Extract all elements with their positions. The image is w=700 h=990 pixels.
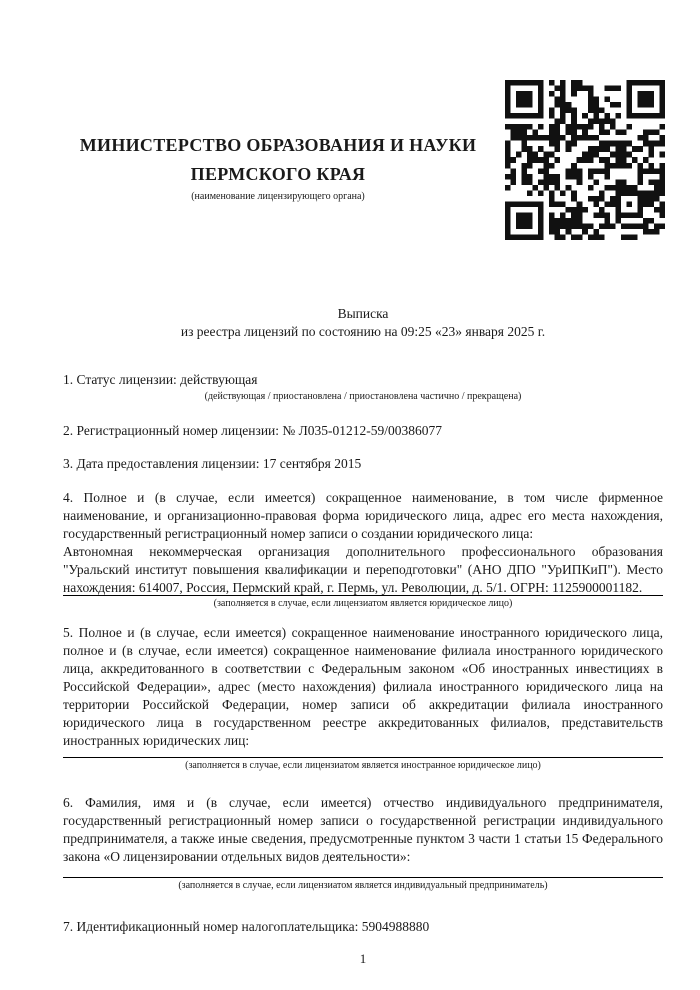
item-legal-entity [63, 489, 663, 610]
item-caption: (заполняется в случае, если лицензиатом является юридическое лицо) [213, 598, 513, 609]
page-number: 1 [359, 951, 367, 966]
title-line2: из реестра лицензий по состоянию на 09:25 «23» января 2025 г. [180, 324, 546, 339]
item-foreign-entity [63, 624, 663, 772]
item-text: 4. Полное и (в случае, если имеется) сокращенное наименование, в том числе фирменное наименование, и организационно-правовая форма юридического лица, адрес его места нахождения, государственный регистрационный номер записи о создании юридического лица: [63, 490, 663, 541]
item-caption: (заполняется в случае, если лицензиатом является иностранное юридическое лицо) [185, 760, 541, 771]
item-individual-entrepreneur [63, 794, 663, 892]
document-title [63, 305, 663, 341]
item-text: 5. Полное и (в случае, если имеется) сокращенное наименование иностранного юридического лица, полное и (в случае, если имеется) сокращенное наименование филиала иностранного юридического лица, аккредитованного в соответствии с Федеральным законом «Об иностранных инвестициях в Российской Федерации», адрес (место нахождения) филиала иностранного юридического лица на территории Российской Федерации, номер записи об аккредитации филиала иностранного юридического лица в государственном реестре аккредитованных филиалов, представительств иностранных юридических лиц: [63, 625, 663, 748]
item-text: 6. Фамилия, имя и (в случае, если имеется) отчество индивидуального предпринимателя, государственный регистрационный номер записи о государственной регистрации индивидуального предпринимателя, а также иные сведения, предусмотренные пунктом 3 части 1 статьи 15 Федерального закона «О лицензировании отдельных видов деятельности»: [63, 795, 663, 864]
item-registration-number [63, 422, 663, 440]
item-taxpayer-number [63, 918, 663, 936]
item-license-date [63, 455, 663, 473]
item-value: Автономная некоммерческая организация дополнительного профессионального образования "Уральский институт повышения квалификации и переподготовки" (АНО ДПО "УрИПКиП"). Место нахождения: 614007, Россия, Пермский край, г. Пермь, ул. Революции, д. 5/1. ОГРН: 1125900001182. [63, 544, 663, 595]
issuer-caption: (наименование лицензирующего органа) [191, 191, 365, 202]
issuer-header [63, 0, 493, 204]
item-text: 2. Регистрационный номер лицензии: № Л035-01212-59/00386077 [63, 423, 443, 438]
issuer-name-line2: ПЕРМСКОГО КРАЯ [190, 164, 366, 184]
item-text: 3. Дата предоставления лицензии: 17 сентября 2015 [63, 456, 362, 471]
license-items [63, 371, 663, 936]
qr-code-svg [505, 80, 665, 240]
item-caption: (действующая / приостановлена / приостановлена частично / прекращена) [204, 391, 522, 402]
fill-line [63, 877, 663, 878]
item-text: 7. Идентификационный номер налогоплательщика: 5904988880 [63, 919, 430, 934]
qr-code-icon [505, 80, 665, 240]
fill-line [63, 757, 663, 758]
item-text: 1. Статус лицензии: действующая [63, 372, 258, 387]
title-line1: Выписка [337, 306, 389, 321]
item-license-status [63, 371, 663, 403]
item-caption: (заполняется в случае, если лицензиатом является индивидуальный предприниматель) [178, 880, 548, 891]
issuer-name-line1: МИНИСТЕРСТВО ОБРАЗОВАНИЯ И НАУКИ [79, 135, 477, 155]
